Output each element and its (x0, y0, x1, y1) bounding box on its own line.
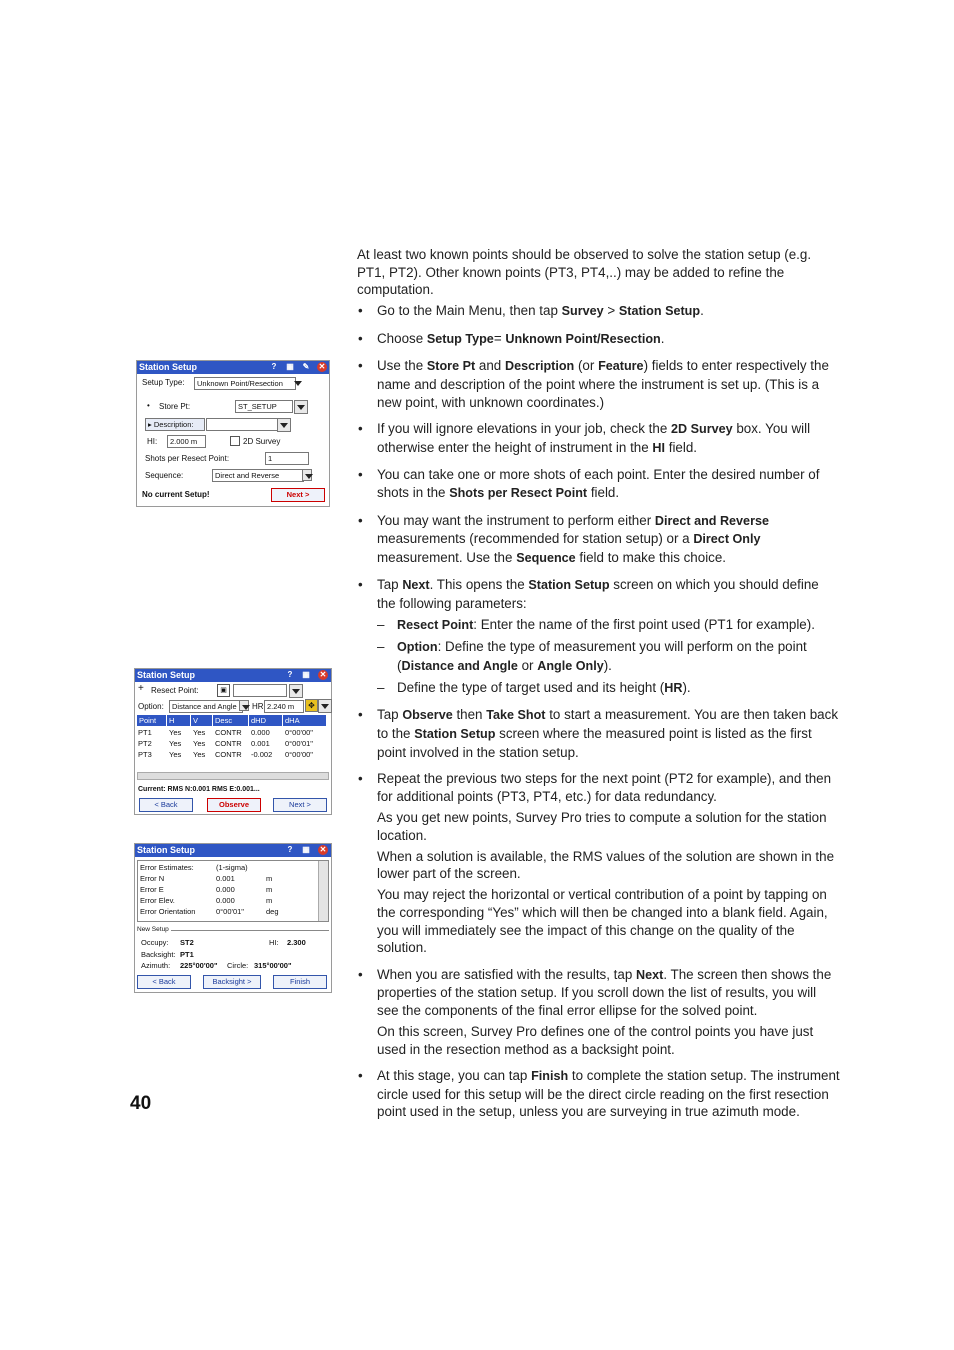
chevron-down-icon[interactable] (289, 684, 303, 698)
setup-type-select[interactable]: Unknown Point/Resection (194, 377, 296, 390)
azimuth-label: Azimuth: (141, 961, 171, 970)
page-number: 40 (130, 1093, 152, 1114)
title-bar (135, 669, 331, 682)
note-compute-solution: As you get new points, Survey Pro tries to compute a solution for the station location. (377, 809, 827, 843)
sigma-label: (1-sigma) (216, 863, 248, 872)
sub-resect-point: – Resect Point: Enter the name of the first point used (PT1 for example). (357, 616, 841, 635)
store-pt-input[interactable]: ST_SETUP (235, 400, 293, 413)
cell-dha: 0°00'01" (285, 739, 313, 748)
chevron-down-icon[interactable] (318, 699, 332, 713)
cell-v[interactable]: Yes (193, 728, 206, 737)
step-repeat: • Repeat the previous two steps for the next point (PT2 for example), and then for additional points (PT3, PT4, etc.) for data redundancy. (357, 770, 841, 805)
finish-button[interactable]: Finish (273, 975, 327, 989)
step-finish: • At this stage, you can tap Finish to complete the station setup. The instrument circle used for this setup will be the direct circle reading on the first resection point used in the setup, unless you are surveying in true azimuth mode. (357, 1067, 841, 1121)
map-pick-icon[interactable]: ▣ (217, 684, 230, 697)
sequence-select[interactable]: Direct and Reverse (212, 469, 304, 482)
error-value: 0.001 (216, 874, 235, 883)
cell-dha: 0°00'00" (285, 750, 313, 759)
cell-dha: 0°00'00" (285, 728, 313, 737)
observe-button[interactable]: Observe (207, 798, 261, 812)
next-button[interactable]: Next > (273, 798, 327, 812)
backsight-label: Backsight: (141, 950, 176, 959)
results-list (137, 860, 329, 922)
error-value: 0.000 (216, 885, 235, 894)
new-setup-label: New Setup (137, 926, 169, 933)
close-icon[interactable]: ✕ (319, 670, 327, 679)
step-2d-survey: • If you will ignore elevations in your job, check the 2D Survey box. You will otherwise enter the height of instrument in the HI field. (357, 420, 841, 457)
title-bar (137, 361, 329, 374)
cell-point: PT1 (138, 728, 152, 737)
circle-value: 315°00'00" (254, 961, 292, 970)
col-header-dha[interactable]: dHA (283, 715, 327, 726)
error-unit: m (266, 885, 273, 894)
shots-label: Shots per Resect Point: (145, 454, 230, 463)
shots-input[interactable]: 1 (265, 452, 309, 465)
settings-icon[interactable]: ✎ (302, 362, 310, 371)
chevron-down-icon[interactable] (239, 700, 249, 711)
station-setup-screen-3 (134, 843, 332, 993)
description-toggle[interactable]: ▸ Description: (145, 418, 205, 431)
error-label: Error Elev. (140, 896, 175, 905)
back-button[interactable]: < Back (139, 798, 193, 812)
note-rms-values: When a solution is available, the RMS values of the solution are shown in the lower part of the screen. (377, 848, 835, 882)
help-icon[interactable]: ? (287, 845, 293, 854)
cell-dhd: -0.002 (251, 750, 273, 759)
option-select[interactable]: Distance and Angle (169, 700, 243, 713)
error-label: Error E (140, 885, 164, 894)
close-icon[interactable]: ✕ (318, 362, 326, 371)
resect-point-label: Resect Point: (151, 686, 199, 695)
hi-label: HI: (269, 938, 279, 947)
cell-v[interactable]: Yes (193, 750, 206, 759)
sub-target: – Define the type of target used and its height (HR). (357, 679, 841, 698)
sub-option: – Option: Define the type of measurement you will perform on the point (Distance and Angle or Angle Only). (357, 638, 841, 675)
plus-icon[interactable]: + (138, 683, 144, 694)
occupy-label: Occupy: (141, 938, 169, 947)
cell-dhd: 0.000 (251, 728, 270, 737)
cell-dhd: 0.001 (251, 739, 270, 748)
grid-icon[interactable]: ▦ (302, 670, 310, 679)
horizontal-scrollbar[interactable] (137, 772, 329, 780)
backsight-value: PT1 (180, 950, 194, 959)
col-header-point[interactable]: Point (137, 715, 167, 726)
survey2d-checkbox[interactable] (230, 436, 240, 446)
hi-value: 2.300 (287, 938, 306, 947)
rms-status: Current: RMS N:0.001 RMS E:0.001... (138, 786, 260, 793)
close-icon[interactable]: ✕ (319, 845, 327, 854)
survey2d-label: 2D Survey (243, 437, 281, 446)
cell-h[interactable]: Yes (169, 728, 182, 737)
station-setup-screen-2 (134, 668, 332, 815)
note-backsight: On this screen, Survey Pro defines one of the control points you have just used in the resection method as a backsight point. (377, 1023, 814, 1057)
vertical-scrollbar[interactable] (318, 861, 328, 921)
cell-desc: CONTR (215, 728, 242, 737)
cell-h[interactable]: Yes (169, 739, 182, 748)
back-button[interactable]: < Back (137, 975, 191, 989)
cell-h[interactable]: Yes (169, 750, 182, 759)
hr-label: HR (252, 702, 264, 711)
intro-paragraph: At least two known points should be observed to solve the station setup (e.g. PT1, PT2). Other known points (PT3, PT4,..) may be added to refine the computation. (357, 247, 812, 298)
title-bar (135, 844, 331, 857)
error-unit: m (266, 896, 273, 905)
instructions-text (357, 246, 841, 1121)
station-setup-screen-1 (136, 360, 330, 507)
step-shots: • You can take one or more shots of each point. Enter the desired number of shots in the Shots per Resect Point field. (357, 466, 841, 502)
chevron-down-icon[interactable] (277, 418, 291, 432)
option-label: Option: (138, 702, 164, 711)
cell-point: PT2 (138, 739, 152, 748)
error-unit: m (266, 874, 273, 883)
error-label: Error N (140, 874, 165, 883)
azimuth-value: 225°00'00" (180, 961, 218, 970)
chevron-down-icon[interactable] (302, 469, 312, 481)
description-input[interactable] (206, 418, 278, 431)
step-satisfied: • When you are satisfied with the results, tap Next. The screen then shows the properties of the station setup. If you scroll down the list of results, you will see the components of the final error ellipse for the solved point. (357, 966, 841, 1020)
step-sequence: • You may want the instrument to perform either Direct and Reverse measurements (recommended for station setup) or a Direct Only measurement. Use the Sequence field to make this choice. (357, 512, 841, 568)
step-go-main-menu: • Go to the Main Menu, then tap Survey > Station Setup. (357, 302, 841, 321)
col-header-h[interactable]: H (167, 715, 191, 726)
hi-label: HI: (147, 437, 158, 446)
screen-title: Station Setup (137, 845, 195, 855)
col-header-v[interactable]: V (191, 715, 213, 726)
chevron-down-icon[interactable] (294, 400, 308, 414)
hr-input[interactable]: 2.240 m (264, 700, 304, 713)
occupy-value: ST2 (180, 938, 194, 947)
error-unit: deg (266, 907, 279, 916)
cell-desc: CONTR (215, 750, 242, 759)
circle-label: Circle: (227, 961, 249, 970)
hi-input[interactable]: 2.000 m (167, 435, 206, 448)
step-observe: • Tap Observe then Take Shot to start a measurement. You are then taken back to the Station Setup screen where the measured point is listed as the first point involved in the station setup. (357, 706, 841, 761)
setup-type-label: Setup Type: (142, 378, 185, 387)
estimates-header: Error Estimates: (140, 863, 194, 872)
cell-point: PT3 (138, 750, 152, 759)
status-text: No current Setup! (142, 490, 210, 499)
points-table (137, 715, 329, 787)
chevron-down-icon[interactable] (292, 377, 304, 389)
col-header-dhd[interactable]: dHD (249, 715, 283, 726)
col-header-desc[interactable]: Desc (213, 715, 249, 726)
step-store-pt: • Use the Store Pt and Description (or Feature) fields to enter respectively the name and description of the point where the instrument is set up. (This is a new point, with unknown coordinates.) (357, 357, 841, 411)
cell-desc: CONTR (215, 739, 242, 748)
resect-point-input[interactable] (233, 684, 287, 697)
step-choose-setup-type: • Choose Setup Type= Unknown Point/Resection. (357, 330, 841, 349)
error-value: 0°00'01" (216, 907, 244, 916)
help-icon[interactable]: ? (271, 362, 277, 371)
backsight-button[interactable]: Backsight > (203, 975, 261, 989)
screen-title: Station Setup (139, 362, 197, 372)
grid-icon[interactable]: ▦ (286, 362, 294, 371)
next-button[interactable]: Next > (271, 488, 325, 502)
target-icon[interactable]: ✥ (305, 699, 318, 712)
new-setup-group (137, 926, 329, 971)
sequence-label: Sequence: (145, 471, 184, 480)
error-value: 0.000 (216, 896, 235, 905)
error-label: Error Orientation (140, 907, 196, 916)
cell-v[interactable]: Yes (193, 739, 206, 748)
screen-title: Station Setup (137, 670, 195, 680)
note-reject-contribution: You may reject the horizontal or vertical contribution of a point by tapping on the corresponding “Yes” which will then be changed into a blank field. Again, you will immediately see the impact of this change on the quality of the solution. (377, 887, 828, 956)
bullet-icon: • (147, 401, 150, 410)
help-icon[interactable]: ? (287, 670, 293, 679)
grid-icon[interactable]: ▦ (302, 845, 310, 854)
step-tap-next: • Tap Next. This opens the Station Setup screen on which you should define the following parameters: (357, 576, 841, 612)
store-pt-label: Store Pt: (159, 402, 191, 411)
